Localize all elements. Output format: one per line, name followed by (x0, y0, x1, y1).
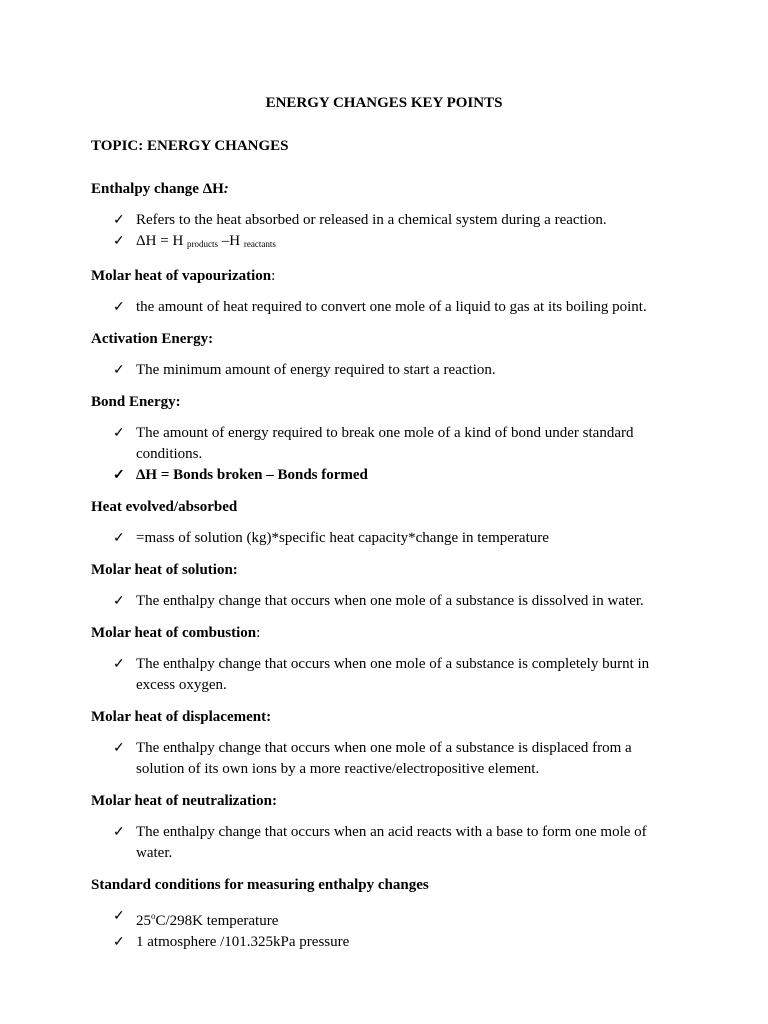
section-neutralization (91, 792, 681, 864)
section-heading: Molar heat of combustion: (91, 625, 261, 641)
checkmark-icon: ✓ (113, 741, 125, 756)
bullet-list (91, 423, 681, 486)
checkmark-icon: ✓ (113, 426, 125, 441)
section-enthalpy (91, 180, 681, 255)
list-item: ✓ The enthalpy change that occurs when an acid reacts with a base to form one mole of water. (113, 824, 647, 861)
list-item: ✓ The minimum amount of energy required to start a reaction. (91, 360, 681, 381)
section-heading: Molar heat of displacement: (91, 709, 272, 725)
section-heading: Activation Energy: (91, 331, 214, 347)
bullet-list (91, 654, 681, 696)
checkmark-icon: ✓ (113, 594, 125, 609)
section-heading: Standard conditions for measuring enthalpy changes (91, 877, 429, 893)
checkmark-icon: ✓ (113, 909, 125, 924)
checkmark-icon: ✓ (113, 213, 125, 228)
bullet-list (91, 822, 681, 864)
bullet-list (91, 360, 681, 381)
section-heading: Bond Energy: (91, 394, 181, 410)
checkmark-icon: ✓ (113, 825, 125, 840)
list-item: ✓ The enthalpy change that occurs when one mole of a substance is dissolved in water. (91, 591, 681, 612)
checkmark-icon: ✓ (113, 468, 125, 483)
section-standard-conditions (91, 876, 681, 953)
document-body (91, 180, 681, 965)
section-heading: Molar heat of solution: (91, 562, 238, 578)
list-item: ✓ Refers to the heat absorbed or released in a chemical system during a reaction. (91, 210, 681, 231)
enthalpy-formula: ✓ ΔH = H $_{products}$ –H $_{reactants}$ (91, 231, 681, 255)
bullet-list (91, 591, 681, 612)
section-bond-energy (91, 393, 681, 486)
list-item: ✓ The enthalpy change that occurs when one mole of a substance is completely burnt in excess oxygen. (113, 656, 650, 693)
topic-heading: TOPIC: ENERGY CHANGES (91, 138, 289, 154)
bullet-list (91, 297, 681, 318)
list-item: ✓ ΔH = Bonds broken – Bonds formed (91, 465, 681, 486)
bullet-list (91, 210, 681, 255)
section-activation (91, 330, 681, 381)
section-heading: Molar heat of vapourization: (91, 268, 276, 284)
checkmark-icon: ✓ (113, 935, 125, 950)
section-solution (91, 561, 681, 612)
section-heat-evolved (91, 498, 681, 549)
list-item: ✓ =mass of solution (kg)*specific heat capacity*change in temperature (91, 528, 681, 549)
section-vapourization (91, 267, 681, 318)
list-item: ✓ the amount of heat required to convert one mole of a liquid to gas at its boiling point. (91, 297, 681, 318)
list-item: ✓ 1 atmosphere /101.325kPa pressure (91, 932, 681, 953)
bullet-list (91, 738, 681, 780)
section-displacement (91, 708, 681, 780)
checkmark-icon: ✓ (113, 300, 125, 315)
checkmark-icon: ✓ (113, 531, 125, 546)
section-heading: Molar heat of neutralization: (91, 793, 277, 809)
section-heading: Enthalpy change ΔH: (91, 181, 229, 197)
section-combustion (91, 624, 681, 696)
bullet-list (91, 906, 681, 953)
checkmark-icon: ✓ (113, 657, 125, 672)
list-item: ✓ 25$^o$C/298K temperature (91, 906, 681, 932)
checkmark-icon: ✓ (113, 234, 125, 249)
document-title: ENERGY CHANGES KEY POINTS (265, 95, 503, 111)
checkmark-icon: ✓ (113, 363, 125, 378)
bullet-list (91, 528, 681, 549)
list-item: ✓ The amount of energy required to break one mole of a kind of bond under standard conditions. (113, 425, 634, 462)
list-item: ✓ The enthalpy change that occurs when one mole of a substance is displaced from a solution of its own ions by a more reactive/electropositive element. (113, 740, 632, 777)
section-heading: Heat evolved/absorbed (91, 499, 238, 515)
